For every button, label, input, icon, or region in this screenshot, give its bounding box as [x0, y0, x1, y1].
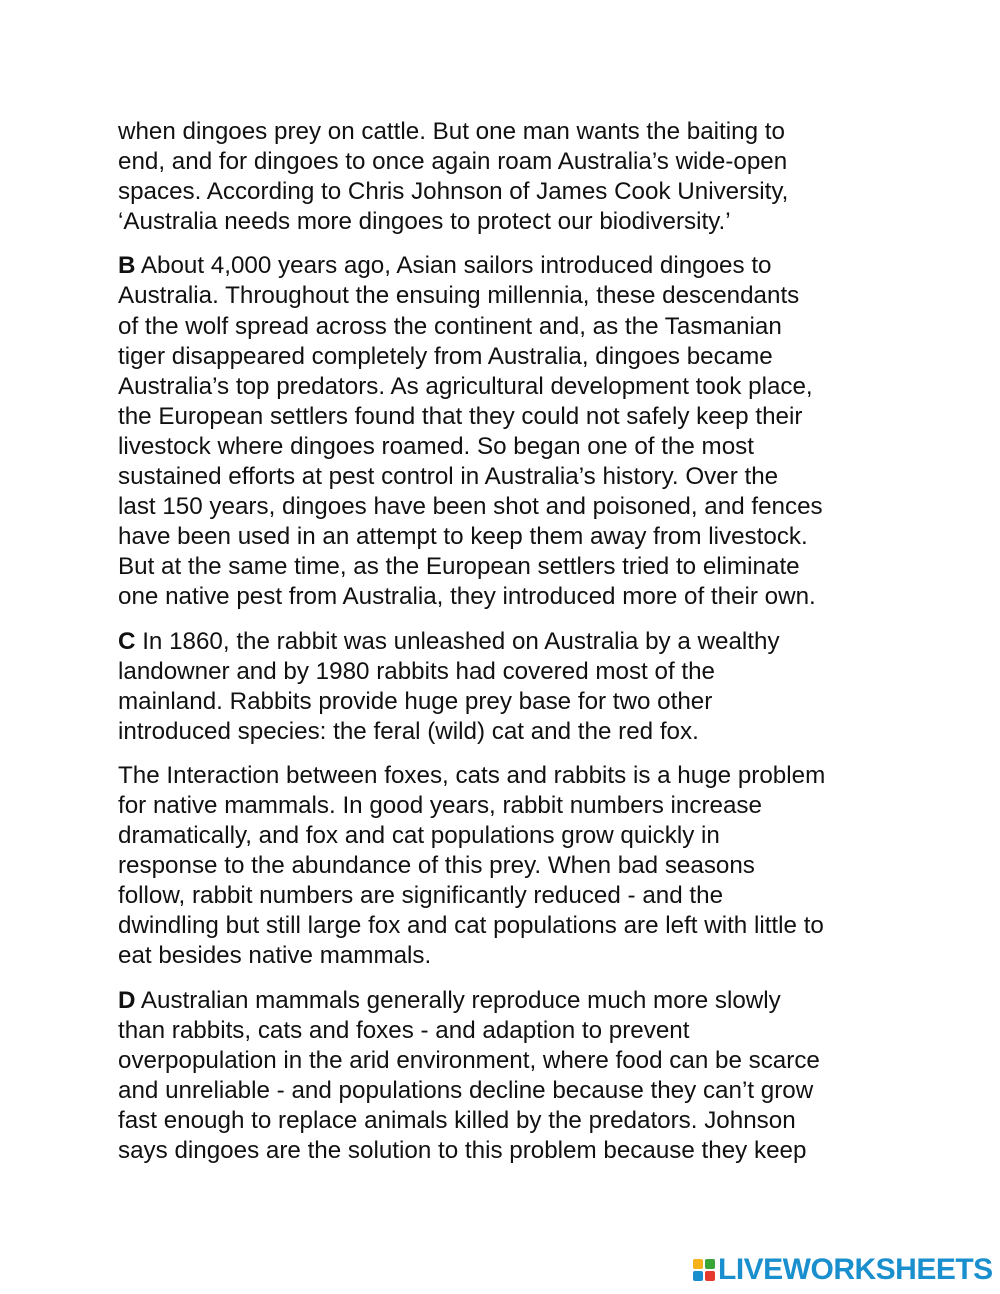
- text-line: [118, 851, 898, 881]
- paragraph: [118, 627, 898, 747]
- logo-block-2: [705, 1259, 715, 1269]
- line-text: response to the abundance of this prey. When bad seasons: [118, 852, 755, 880]
- line-text: But at the same time, as the European settlers tried to eliminate: [118, 553, 800, 581]
- text-line: [118, 177, 898, 207]
- paragraph: [118, 761, 898, 972]
- text-line: [118, 147, 898, 177]
- text-line: [118, 657, 898, 687]
- line-text: dwindling but still large fox and cat populations are left with little to: [118, 912, 824, 940]
- document-body: [118, 117, 898, 1180]
- text-line: [118, 941, 898, 971]
- text-line: [118, 117, 898, 147]
- line-text: Australia. Throughout the ensuing millennia, these descendants: [118, 282, 800, 310]
- line-text: introduced species: the feral (wild) cat and the red fox.: [118, 717, 699, 745]
- text-line: [118, 432, 898, 462]
- text-line: [118, 251, 898, 281]
- text-line: [118, 761, 898, 791]
- line-text: livestock where dingoes roamed. So began one of the most: [118, 432, 754, 460]
- line-text: tiger disappeared completely from Australia, dingoes became: [118, 342, 773, 370]
- line-text: ‘Australia needs more dingoes to protect our biodiversity.’: [118, 208, 731, 236]
- line-text: have been used in an attempt to keep them away from livestock.: [118, 523, 808, 551]
- text-line: [118, 402, 898, 432]
- text-line: [118, 312, 898, 342]
- line-text: mainland. Rabbits provide huge prey base for two other: [118, 687, 713, 715]
- text-line: [118, 462, 898, 492]
- line-text: overpopulation in the arid environment, where food can be scarce: [118, 1046, 820, 1074]
- logo-block-4: [705, 1271, 715, 1281]
- text-line: [118, 1046, 898, 1076]
- section-letter: D: [118, 986, 136, 1014]
- logo-text: LIVEWORKSHEETS: [718, 1253, 993, 1286]
- text-line: [118, 1016, 898, 1046]
- line-text: Australia’s top predators. As agricultural development took place,: [118, 372, 813, 400]
- text-line: [118, 1106, 898, 1136]
- logo-block-3: [693, 1271, 703, 1281]
- line-text: end, and for dingoes to once again roam Australia’s wide-open: [118, 148, 788, 176]
- line-text: eat besides native mammals.: [118, 942, 432, 970]
- text-line: [118, 522, 898, 552]
- paragraph: [118, 986, 898, 1167]
- line-text: for native mammals. In good years, rabbit numbers increase: [118, 791, 762, 819]
- line-text: In 1860, the rabbit was unleashed on Australia by a wealthy: [135, 627, 780, 655]
- line-text: the European settlers found that they could not safely keep their: [118, 402, 803, 430]
- paragraph: [118, 117, 898, 237]
- logo-blocks-icon: [693, 1259, 715, 1281]
- text-line: [118, 372, 898, 402]
- line-text: Australian mammals generally reproduce much more slowly: [135, 986, 781, 1014]
- text-line: [118, 281, 898, 311]
- text-line: [118, 207, 898, 237]
- text-line: [118, 791, 898, 821]
- line-text: follow, rabbit numbers are significantly reduced - and the: [118, 882, 724, 910]
- text-line: [118, 552, 898, 582]
- line-text: one native pest from Australia, they introduced more of their own.: [118, 583, 816, 611]
- line-text: and unreliable - and populations decline because they can’t grow: [118, 1076, 814, 1104]
- line-text: when dingoes prey on cattle. But one man wants the baiting to: [118, 118, 785, 145]
- paragraph: [118, 251, 898, 612]
- line-text: fast enough to replace animals killed by the predators. Johnson: [118, 1106, 796, 1134]
- text-line: [118, 1136, 898, 1166]
- text-line: [118, 1076, 898, 1106]
- line-text: last 150 years, dingoes have been shot and poisoned, and fences: [118, 493, 823, 521]
- line-text: sustained efforts at pest control in Australia’s history. Over the: [118, 463, 779, 491]
- line-text: spaces. According to Chris Johnson of James Cook University,: [118, 178, 789, 206]
- line-text: says dingoes are the solution to this problem because they keep: [118, 1137, 807, 1164]
- line-text: The Interaction between foxes, cats and rabbits is a huge problem: [118, 761, 826, 789]
- text-line: [118, 821, 898, 851]
- line-text: dramatically, and fox and cat populations grow quickly in: [118, 822, 720, 850]
- line-text: of the wolf spread across the continent and, as the Tasmanian: [118, 312, 782, 340]
- text-line: [118, 582, 898, 612]
- liveworksheets-logo: [693, 1254, 993, 1286]
- text-line: [118, 687, 898, 717]
- text-line: [118, 717, 898, 747]
- section-letter: C: [118, 627, 136, 655]
- text-line: [118, 342, 898, 372]
- line-text: About 4,000 years ago, Asian sailors introduced dingoes to: [135, 252, 772, 280]
- line-text: than rabbits, cats and foxes - and adaption to prevent: [118, 1016, 690, 1044]
- logo-block-1: [693, 1259, 703, 1269]
- text-line: [118, 492, 898, 522]
- text-line: [118, 881, 898, 911]
- section-letter: B: [118, 252, 136, 280]
- text-line: [118, 911, 898, 941]
- text-line: [118, 986, 898, 1016]
- text-line: [118, 627, 898, 657]
- line-text: landowner and by 1980 rabbits had covered most of the: [118, 657, 716, 685]
